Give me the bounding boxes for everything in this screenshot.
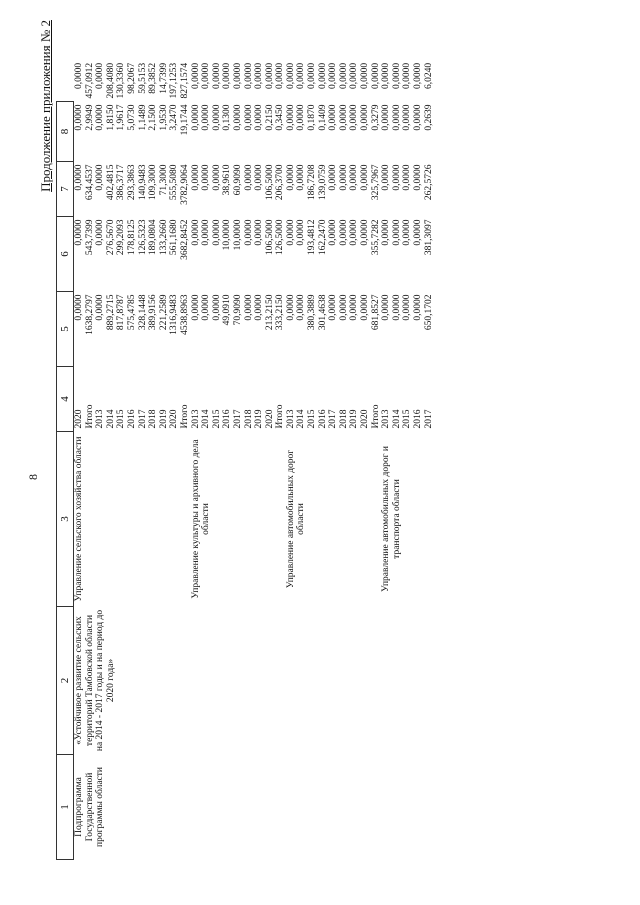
value-cell: 650,1702 (423, 294, 434, 331)
year-cell: 2013 (95, 409, 106, 429)
value-cell: 0,0000 (360, 104, 371, 131)
year-cell: 2019 (254, 409, 265, 429)
budget-table (56, 60, 434, 860)
value-cell: 0,0000 (285, 164, 296, 191)
value-cell: 0,0000 (296, 104, 307, 131)
value-cell: 681,8527 (370, 294, 381, 331)
value-cell: 276,5670 (105, 219, 116, 256)
value-cell: 561,1680 (169, 219, 180, 256)
value-cell: 0,0000 (95, 62, 106, 89)
value-cell: 193,4812 (307, 219, 318, 256)
value-cell: 0,0000 (95, 219, 106, 246)
value-cell: 0,0000 (338, 219, 349, 246)
value-cell: 0,0000 (413, 219, 423, 246)
year-cell: Итого (179, 404, 190, 429)
value-cell: 197,1253 (169, 62, 180, 99)
year-cell: 2014 (296, 409, 307, 429)
value-cell: 0,0000 (402, 219, 413, 246)
value-cell: 178,8125 (126, 219, 137, 256)
year-cell: 2015 (116, 409, 127, 429)
agency-cell: Управление автомобильных дорог и транспорта области (381, 446, 402, 592)
value-cell: 0,0000 (201, 164, 212, 191)
value-cell: 38,9610 (222, 164, 233, 196)
year-cell: 2013 (190, 409, 201, 429)
value-cell: 0,0000 (201, 104, 212, 131)
year-cell: 2017 (137, 409, 148, 429)
year-cell: 2020 (169, 409, 180, 429)
value-cell: 0,0000 (254, 294, 265, 321)
table-row (74, 60, 85, 860)
value-cell: 0,0000 (232, 104, 243, 131)
value-cell: 0,0000 (211, 219, 222, 246)
value-cell: 0,0000 (360, 62, 371, 89)
value-cell: 1316,9483 (169, 294, 180, 335)
value-cell: 60,9090 (232, 164, 243, 196)
value-cell: 106,5000 (264, 219, 275, 256)
value-cell: 1,9530 (158, 104, 169, 131)
value-cell: 0,0000 (254, 219, 265, 246)
table-body (74, 60, 435, 860)
value-cell: 106,5000 (264, 164, 275, 201)
value-cell: 0,0000 (74, 219, 84, 246)
agency-cell: Управление автомобильных дорог области (285, 449, 307, 589)
value-cell: 0,0000 (201, 62, 212, 89)
value-cell: 3782,9064 (179, 164, 190, 205)
value-cell: 0,0000 (402, 294, 413, 321)
value-cell: 0,0000 (211, 104, 222, 131)
value-cell: 0,0000 (307, 62, 318, 89)
column-number-row (57, 60, 74, 860)
value-cell: 2,9949 (84, 104, 95, 131)
year-cell: 2020 (360, 409, 371, 429)
col-header: 7 (57, 162, 74, 217)
value-cell: 0,0000 (222, 62, 233, 89)
value-cell: 0,0000 (74, 164, 84, 191)
year-cell: 2016 (222, 409, 233, 429)
year-cell: 2014 (391, 409, 402, 429)
year-cell: 2016 (126, 409, 137, 429)
value-cell: 0,2639 (423, 104, 434, 131)
value-cell: 299,2093 (116, 219, 127, 256)
value-cell: 0,0000 (211, 62, 222, 89)
value-cell: 0,0000 (317, 62, 328, 89)
value-cell: 19,1744 (179, 104, 190, 136)
value-cell: 555,5080 (169, 164, 180, 201)
value-cell: 5,0730 (126, 104, 137, 131)
value-cell: 575,4785 (126, 294, 137, 331)
value-cell: 89,3852 (148, 62, 159, 94)
value-cell: 0,0000 (413, 62, 423, 89)
value-cell: 0,1300 (222, 104, 233, 131)
value-cell: 380,3889 (307, 294, 318, 331)
value-cell: 221,2589 (158, 294, 169, 331)
agency-cell: Управление сельского хозяйства области (74, 436, 84, 602)
value-cell: 293,3863 (126, 164, 137, 201)
value-cell: 0,0000 (349, 294, 360, 321)
value-cell: 59,5153 (137, 62, 148, 94)
value-cell: 0,1870 (307, 104, 318, 131)
value-cell: 0,0000 (74, 294, 84, 321)
value-cell: 0,0000 (391, 219, 402, 246)
value-cell: 0,0000 (254, 104, 265, 131)
value-cell: 0,3279 (370, 104, 381, 131)
value-cell: 0,0000 (413, 294, 423, 321)
value-cell: 0,0000 (402, 164, 413, 191)
value-cell: 0,0000 (391, 164, 402, 191)
value-cell: 889,2715 (105, 294, 116, 331)
col-header: 1 (57, 755, 74, 860)
col-header: 3 (57, 432, 74, 607)
value-cell: 0,0000 (95, 104, 106, 131)
value-cell: 0,0000 (254, 164, 265, 191)
value-cell: 1638,2797 (84, 294, 95, 335)
value-cell: 206,3700 (275, 164, 286, 201)
value-cell: 0,0000 (413, 164, 423, 191)
value-cell: 0,0000 (285, 294, 296, 321)
value-cell: 0,0000 (402, 104, 413, 131)
value-cell: 4538,8963 (179, 294, 190, 335)
year-cell: 2016 (317, 409, 328, 429)
year-cell: 2019 (349, 409, 360, 429)
value-cell: 543,7399 (84, 219, 95, 256)
year-cell: 2013 (285, 409, 296, 429)
value-cell: 98,2067 (126, 62, 137, 94)
value-cell: 0,0000 (349, 62, 360, 89)
value-cell: 0,0000 (391, 62, 402, 89)
value-cell: 1,1489 (137, 104, 148, 131)
value-cell: 262,5726 (423, 164, 434, 201)
value-cell: 0,0000 (381, 219, 392, 246)
value-cell: 0,0000 (381, 294, 392, 321)
value-cell: 6,0240 (423, 62, 434, 89)
year-cell: 2020 (264, 409, 275, 429)
value-cell: 0,0000 (95, 294, 106, 321)
value-cell: 208,4080 (105, 62, 116, 99)
year-cell: Итого (84, 404, 95, 429)
value-cell: 0,0000 (243, 219, 254, 246)
value-cell: 0,0000 (243, 164, 254, 191)
value-cell: 0,0000 (360, 294, 371, 321)
value-cell: 328,1448 (137, 294, 148, 331)
year-cell: 2015 (211, 409, 222, 429)
value-cell: 0,3450 (275, 104, 286, 131)
value-cell: 0,0000 (391, 104, 402, 131)
value-cell: 355,7282 (370, 219, 381, 256)
year-cell: Итого (370, 404, 381, 429)
value-cell: 126,5323 (137, 219, 148, 256)
value-cell: 0,0000 (328, 164, 339, 191)
year-cell: 2020 (74, 409, 84, 429)
value-cell: 0,0000 (381, 104, 392, 131)
value-cell: 0,0000 (190, 294, 201, 321)
year-cell: 2018 (148, 409, 159, 429)
value-cell: 0,0000 (328, 219, 339, 246)
value-cell: 0,0000 (328, 104, 339, 131)
col-header: 6 (57, 217, 74, 292)
value-cell: 325,7967 (370, 164, 381, 201)
value-cell: 0,0000 (349, 164, 360, 191)
value-cell: 0,0000 (243, 62, 254, 89)
value-cell: 1,9617 (116, 104, 127, 131)
value-cell: 0,1409 (317, 104, 328, 131)
value-cell: 0,0000 (254, 62, 265, 89)
year-cell: 2019 (158, 409, 169, 429)
value-cell: 301,4638 (317, 294, 328, 331)
value-cell: 71,3000 (158, 164, 169, 196)
value-cell: 0,0000 (296, 294, 307, 321)
value-cell: 0,0000 (190, 104, 201, 131)
value-cell: 0,0000 (338, 294, 349, 321)
value-cell: 0,0000 (211, 164, 222, 191)
value-cell: 109,3000 (148, 164, 159, 201)
value-cell: 139,0759 (317, 164, 328, 201)
col-header: 4 (57, 367, 74, 432)
value-cell: 0,2150 (264, 104, 275, 131)
value-cell: 0,0000 (391, 294, 402, 321)
rotated-sheet (20, 20, 620, 880)
value-cell: 0,0000 (338, 104, 349, 131)
col-header: 2 (57, 607, 74, 755)
year-cell: 2014 (201, 409, 212, 429)
value-cell: 0,0000 (243, 294, 254, 321)
year-cell: 2015 (402, 409, 413, 429)
value-cell: 0,0000 (285, 219, 296, 246)
value-cell: 0,0000 (275, 62, 286, 89)
value-cell: 0,0000 (211, 294, 222, 321)
value-cell: 0,0000 (296, 62, 307, 89)
value-cell: 0,0000 (338, 62, 349, 89)
year-cell: 2017 (423, 409, 434, 429)
value-cell: 0,0000 (349, 104, 360, 131)
value-cell: 2,1500 (148, 104, 159, 131)
value-cell: 0,0000 (328, 294, 339, 321)
value-cell: 0,0000 (349, 219, 360, 246)
value-cell: 0,0000 (201, 294, 212, 321)
agency-cell: Управление культуры и архивного дела области (190, 439, 212, 599)
value-cell: 817,8787 (116, 294, 127, 331)
year-cell: 2016 (413, 409, 423, 429)
value-cell: 0,0000 (328, 62, 339, 89)
year-cell: 2013 (381, 409, 392, 429)
program-name-cell: «Устойчивое развитие сельских территорий Тамбовской области на 2014 - 2017 годы и на период до 2020 года» (74, 609, 116, 752)
value-cell: 634,4537 (84, 164, 95, 201)
page-number: 8 (26, 474, 40, 480)
year-cell: 2017 (328, 409, 339, 429)
value-cell: 1,8150 (105, 104, 116, 131)
value-cell: 0,0000 (264, 62, 275, 89)
value-cell: 186,7208 (307, 164, 318, 201)
value-cell: 0,0000 (190, 62, 201, 89)
value-cell: 381,3097 (423, 219, 434, 256)
value-cell: 0,0000 (95, 164, 106, 191)
value-cell: 0,0000 (370, 62, 381, 89)
value-cell: 0,0000 (74, 104, 84, 131)
value-cell: 0,0000 (338, 164, 349, 191)
year-cell: 2018 (243, 409, 254, 429)
value-cell: 49,0910 (222, 294, 233, 326)
value-cell: 0,0000 (296, 164, 307, 191)
value-cell: 0,0000 (296, 219, 307, 246)
value-cell: 0,0000 (285, 104, 296, 131)
value-cell: 333,2150 (275, 294, 286, 331)
value-cell: 0,0000 (413, 104, 423, 131)
value-cell: 389,9156 (148, 294, 159, 331)
value-cell: 0,0000 (190, 164, 201, 191)
col-header: 5 (57, 292, 74, 367)
value-cell: 70,9090 (232, 294, 243, 326)
value-cell: 0,0000 (360, 219, 371, 246)
year-cell: Итого (275, 404, 286, 429)
year-cell: 2018 (338, 409, 349, 429)
value-cell: 10,0000 (232, 219, 243, 251)
value-cell: 386,3717 (116, 164, 127, 201)
value-cell: 140,9483 (137, 164, 148, 201)
value-cell: 130,3360 (116, 62, 127, 99)
value-cell: 189,0804 (148, 219, 159, 256)
value-cell: 0,0000 (73, 62, 84, 89)
value-cell: 133,2660 (158, 219, 169, 256)
year-cell: 2017 (232, 409, 243, 429)
program-type-cell: Подпрограмма Государственной программы области (74, 767, 106, 847)
value-cell: 402,4815 (105, 164, 116, 201)
value-cell: 0,0000 (360, 164, 371, 191)
value-cell: 126,5000 (275, 219, 286, 256)
value-cell: 14,7399 (158, 62, 169, 94)
value-cell: 0,0000 (201, 219, 212, 246)
year-cell: 2014 (105, 409, 116, 429)
value-cell: 3682,8452 (179, 219, 190, 260)
continuation-title: Продолжение приложения № 2 (38, 20, 53, 192)
value-cell: 0,0000 (381, 164, 392, 191)
value-cell: 0,0000 (232, 62, 243, 89)
value-cell: 10,0000 (222, 219, 233, 251)
value-cell: 213,2150 (264, 294, 275, 331)
value-cell: 0,0000 (190, 219, 201, 246)
value-cell: 3,2470 (169, 104, 180, 131)
value-cell: 827,1574 (179, 62, 190, 99)
value-cell: 0,0000 (285, 62, 296, 89)
value-cell: 162,2470 (317, 219, 328, 256)
value-cell: 0,0000 (243, 104, 254, 131)
value-cell: 0,0000 (402, 62, 413, 89)
value-cell: 457,0912 (84, 62, 95, 99)
value-cell: 0,0000 (381, 62, 392, 89)
col-header: 8 (57, 102, 74, 162)
year-cell: 2015 (307, 409, 318, 429)
